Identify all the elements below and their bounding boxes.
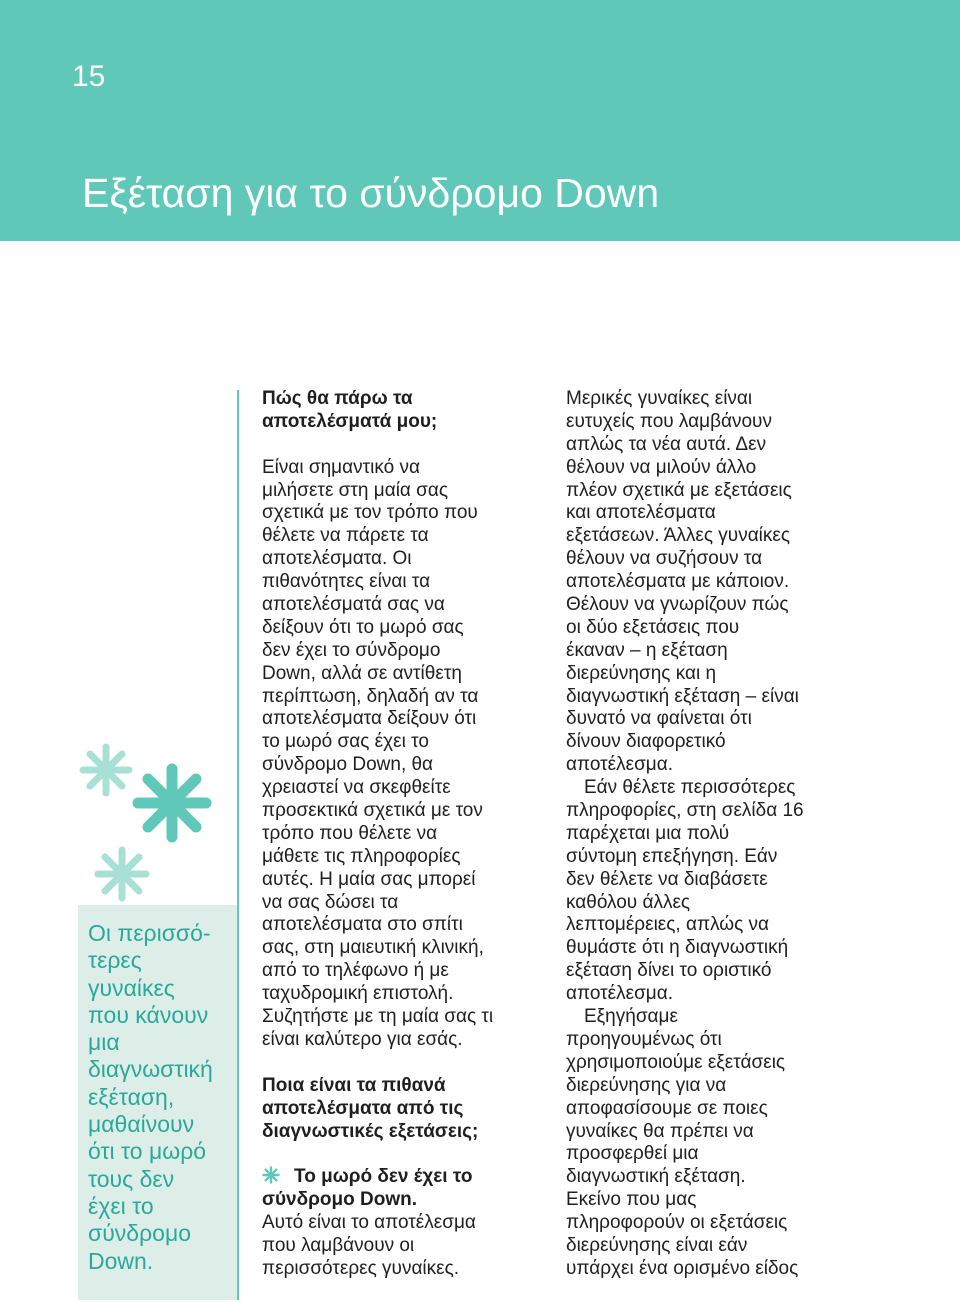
sidebar-quote: Οι περισσό- τερες γυναίκες που κάνουν μια διαγνωστική εξέταση, μαθαίνουν ότι το μωρό τους δεν έχει το σύνδρομο Down. [88,920,213,1274]
text-line: χρειαστεί να σκεφθείτε [262,777,451,799]
text-line: Εάν θέλετε περισσότερες [584,777,796,799]
bullet-heading-text: Το μωρό δεν έχει το [294,1166,473,1188]
text-line: περίπτωση, δηλαδή αν τα [262,685,479,707]
text-line: δυνατό να φαίνεται ότι [566,708,752,730]
text-line: από το τηλέφωνο ή με [262,960,449,982]
header-band [0,0,960,241]
text-line: που λαμβάνουν οι [262,1234,415,1256]
text-line: αποτελέσματα με κάποιον. [566,571,790,593]
heading-line: Ποια είναι τα πιθανά [262,1074,446,1096]
text-line: αποτέλεσμα. [566,754,674,776]
paragraph-results-delivery [262,457,552,1052]
text-line: το μωρό σας έχει το [262,731,429,753]
text-line: διερεύνησης είναι εάν [566,1234,748,1256]
text-line: διερεύνησης και η [566,662,717,684]
text-line: προηγουμένως ότι [566,1028,722,1050]
heading-how-get-results [262,388,552,434]
text-line: σχετικά με τον τρόπο που [262,502,478,524]
text-line: Down, αλλά σε αντίθετη [262,662,462,684]
text-line: προσεκτικά σχετικά με τον [262,800,483,822]
page-title: Εξέταση για το σύνδρομο Down [82,170,660,216]
text-line: εξέταση δίνει το οριστικό [566,960,772,982]
text-line: Μερικές γυναίκες είναι [566,388,753,409]
text-line: μιλήσετε στη μαία σας [262,479,449,501]
text-line: Είναι σημαντικό να [262,456,420,478]
text-line: να σας δώσει τα [262,891,399,913]
text-line: θέλουν να μιλούν άλλο [566,456,757,478]
middle-column [262,388,552,1281]
text-line: χρησιμοποιούμε εξετάσεις [566,1051,786,1073]
heading-line: αποτελέσματα από τις [262,1097,464,1119]
heading-line: Πώς θα πάρω τα [262,388,413,409]
text-line: διερεύνησης για να [566,1074,727,1096]
text-line: θυμάστε ότι η διαγνωστική [566,937,789,959]
bullet-heading-line [262,1166,552,1189]
text-line: οι δύο εξετάσεις που [566,616,740,638]
text-line: πληροφορίες, στη σελίδα 16 [566,800,804,822]
text-line: γυναίκες θα πρέπει να [566,1120,754,1142]
text-line: δείξουν ότι το μωρό σας [262,616,464,638]
text-line: αποτελέσματα στο σπίτι [262,914,463,936]
heading-line: διαγνωστικές εξετάσεις; [262,1120,479,1142]
column-divider [237,390,239,1300]
text-line: είναι καλύτερο για εσάς. [262,1028,463,1050]
text-line: εξετάσεων. Άλλες γυναίκες [566,525,791,547]
text-line: σύνδρομο Down, θα [262,754,434,776]
text-line: ευτυχείς που λαμβάνουν [566,410,772,432]
text-line: πιθανότητες είναι τα [262,571,431,593]
text-line: αποτελέσματά σας να [262,594,445,616]
text-line: λεπτομέρειες, απλώς να [566,914,770,936]
text-line: αποτελέσματα δείξουν ότι [262,708,477,730]
text-line: καθόλου άλλες [566,891,691,913]
text-line: πλέον σχετικά με εξετάσεις [566,479,792,501]
flower-large [138,769,206,837]
text-line: τρόπο που θέλετε να [262,822,438,844]
bullet-item [262,1166,552,1280]
page-number: 15 [72,60,106,93]
text-line: αποφασίσουμε σε ποιες [566,1097,768,1119]
text-line: έκαναν – η εξέταση [566,639,728,661]
text-line: δεν έχει το σύνδρομο [262,639,441,661]
asterisk-flower-icon [70,735,230,915]
text-line: μάθετε τις πληροφορίες [262,845,461,867]
heading-line: αποτελέσματά μου; [262,410,438,432]
flower-small-top [83,747,129,793]
text-line: προσφερθεί μια [566,1143,699,1165]
text-line: παρέχεται μια πολύ [566,822,730,844]
text-line: Εκείνο που μας [566,1189,697,1211]
text-line: θέλετε να πάρετε τα [262,525,429,547]
text-line: σύντομη επεξήγηση. Εάν [566,845,778,867]
text-line: υπάρχει ένα ορισμένο είδος [566,1257,799,1279]
text-line: Αυτό είναι το αποτέλεσμα [262,1212,476,1234]
text-line: απλώς τα νέα αυτά. Δεν [566,433,767,455]
text-line: ταχυδρομική επιστολή. [262,983,454,1005]
text-line: αυτές. Η μαία σας μπορεί [262,868,476,890]
right-column [566,388,856,1281]
heading-possible-results [262,1075,552,1144]
text-line: πληροφορούν οι εξετάσεις [566,1212,788,1234]
flower-small-bottom [98,850,146,898]
text-line: δεν θέλετε να διαβάσετε [566,868,768,890]
text-line: και αποτελέσματα [566,502,716,524]
text-line: διαγνωστική εξέταση – είναι [566,685,799,707]
asterisk-bullet-icon [262,1166,280,1184]
bullet-heading-line: σύνδρομο Down. [262,1189,418,1211]
text-line: σας, στη μαιευτική κλινική, [262,937,484,959]
text-line: Θέλουν να γνωρίζουν πώς [566,594,789,616]
text-line: διαγνωστική εξέταση. [566,1166,746,1188]
text-line: περισσότερες γυναίκες. [262,1257,460,1279]
text-line: θέλουν να συζήσουν τα [566,548,763,570]
bullet-text [262,1212,552,1281]
text-line: Συζητήστε με τη μαία σας τι [262,1006,494,1028]
text-line: Εξηγήσαμε [584,1006,678,1028]
text-line: δίνουν διαφορετικό [566,731,726,753]
text-line: αποτέλεσμα. [566,983,674,1005]
text-line: αποτελέσματα. Οι [262,548,412,570]
